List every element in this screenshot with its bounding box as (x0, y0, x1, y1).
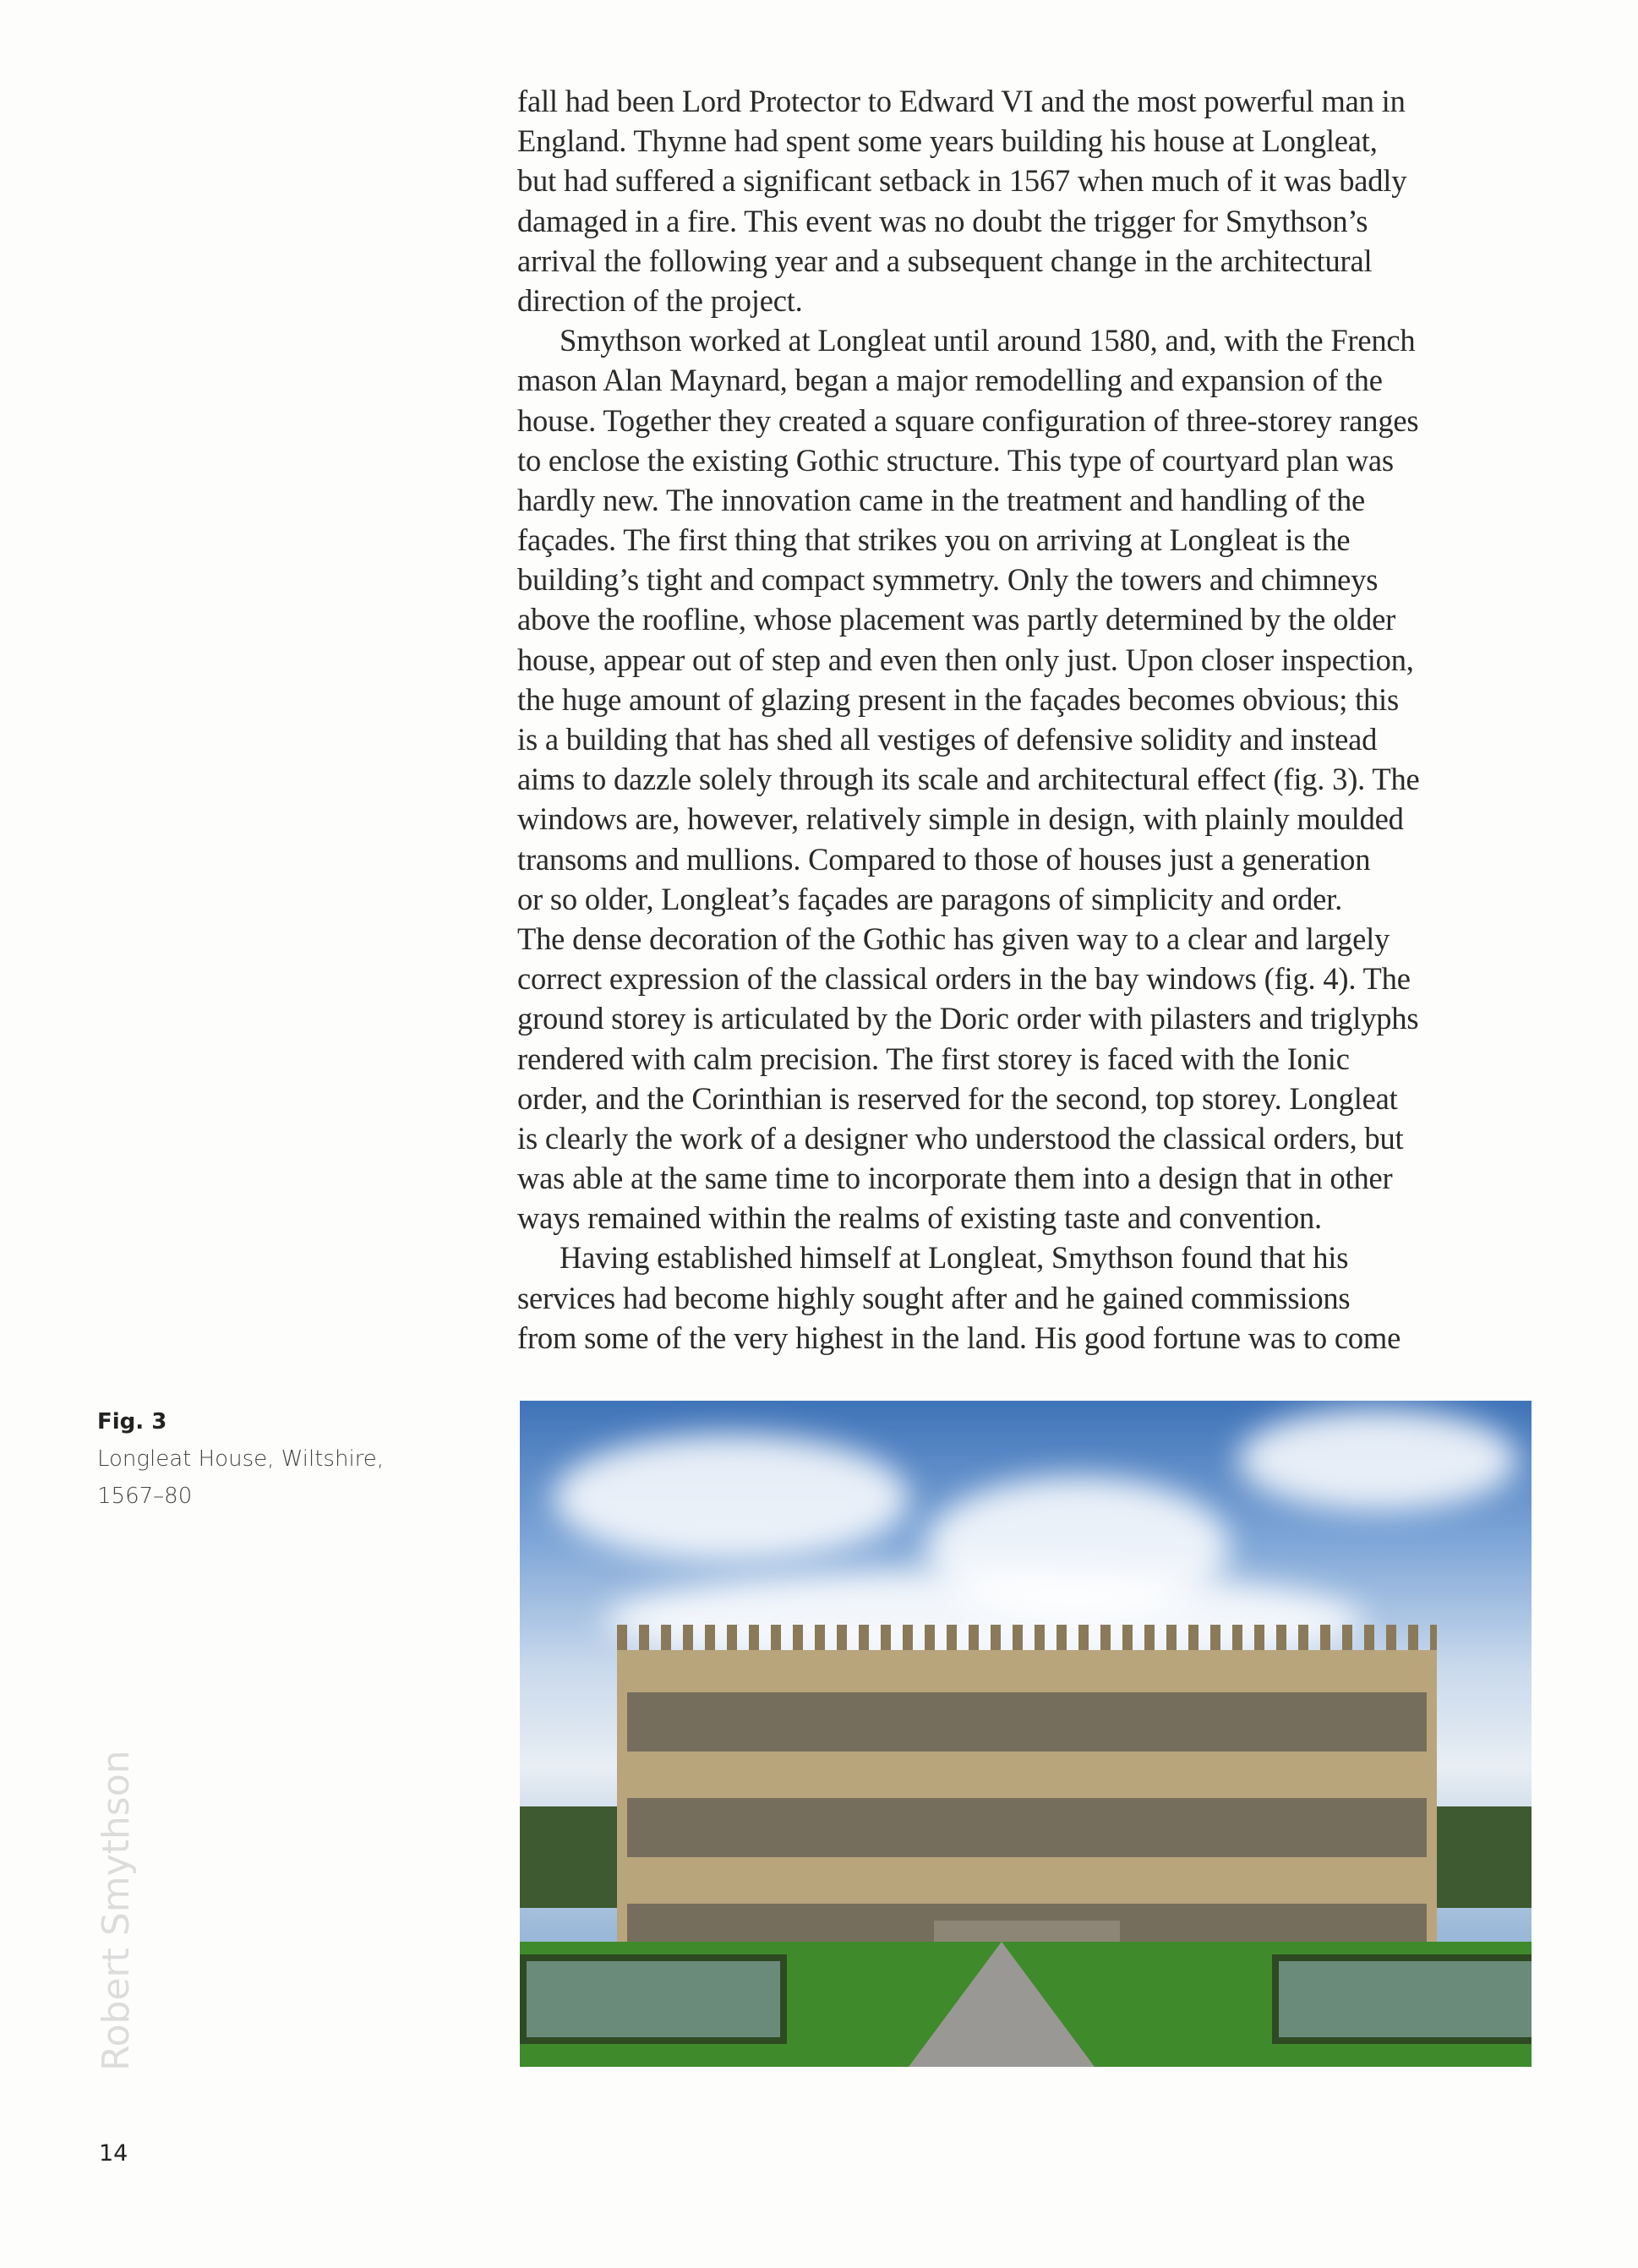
text-line: or so older, Longleat’s façades are paragons of simplicity and order. (517, 881, 1342, 916)
text-line: windows are, however, relatively simple in design, with plainly moulded (517, 801, 1404, 837)
text-line: ground storey is articulated by the Doric order with pilasters and triglyphs (517, 1001, 1419, 1036)
text-line: from some of the very highest in the land. His good fortune was to come (517, 1320, 1401, 1355)
text-line: house. Together they created a square configuration of three-storey ranges (517, 402, 1419, 438)
text-line: is clearly the work of a designer who understood the classical orders, but (517, 1120, 1404, 1156)
text-line: transoms and mullions. Compared to those of houses just a generation (517, 841, 1371, 877)
text-line: Smythson worked at Longleat until around 1580, and, with the French (560, 323, 1416, 358)
text-line: arrival the following year and a subsequent change in the architectural (517, 243, 1373, 278)
caption-line: 1567–80 (97, 1484, 193, 1509)
text-line: the huge amount of glazing present in the façades becomes obvious; this (517, 681, 1399, 717)
text-line: but had suffered a significant setback in 1567 when much of it was badly (517, 163, 1407, 199)
text-line: damaged in a fire. This event was no doubt the trigger for Smythson’s (517, 203, 1368, 238)
figure-label: Fig. 3 (97, 1409, 167, 1435)
text-line: England. Thynne had spent some years building his house at Longleat, (517, 123, 1378, 159)
text-line: ways remained within the realms of existing taste and convention. (517, 1200, 1322, 1236)
text-line: mason Alan Maynard, began a major remodelling and expansion of the (517, 363, 1383, 398)
running-head: Robert Smythson (95, 1750, 138, 2071)
body-text (517, 81, 1540, 1358)
figure-caption (97, 1403, 384, 1515)
text-line: direction of the project. (517, 282, 803, 318)
text-line: to enclose the existing Gothic structure. This type of courtyard plan was (517, 442, 1394, 478)
caption-line: Longleat House, Wiltshire, (97, 1446, 385, 1472)
text-line: fall had been Lord Protector to Edward VI and the most powerful man in (517, 84, 1406, 118)
page-number: 14 (99, 2140, 128, 2167)
text-line: aims to dazzle solely through its scale and architectural effect (fig. 3). The (517, 762, 1420, 797)
longleat-house-photo (520, 1401, 1532, 2067)
text-line: is a building that has shed all vestiges of defensive solidity and instead (517, 722, 1378, 757)
text-line: hardly new. The innovation came in the treatment and handling of the (517, 482, 1366, 517)
text-line: correct expression of the classical orders in the bay windows (fig. 4). The (517, 961, 1411, 997)
text-line: building’s tight and compact symmetry. Only the towers and chimneys (517, 562, 1379, 598)
text-line: The dense decoration of the Gothic has given way to a clear and largely (517, 921, 1390, 956)
text-line: order, and the Corinthian is reserved for the second, top storey. Longleat (517, 1080, 1398, 1116)
text-line: rendered with calm precision. The first storey is faced with the Ionic (517, 1041, 1350, 1076)
text-line: Having established himself at Longleat, Smythson found that his (560, 1240, 1349, 1276)
text-line: was able at the same time to incorporate them into a design that in other (517, 1161, 1393, 1196)
text-line: house, appear out of step and even then only just. Upon closer inspection, (517, 642, 1414, 677)
text-line: above the roofline, whose placement was partly determined by the older (517, 602, 1396, 637)
text-line: façades. The first thing that strikes you on arriving at Longleat is the (517, 522, 1351, 558)
text-line: services had become highly sought after and he gained commissions (517, 1280, 1351, 1315)
